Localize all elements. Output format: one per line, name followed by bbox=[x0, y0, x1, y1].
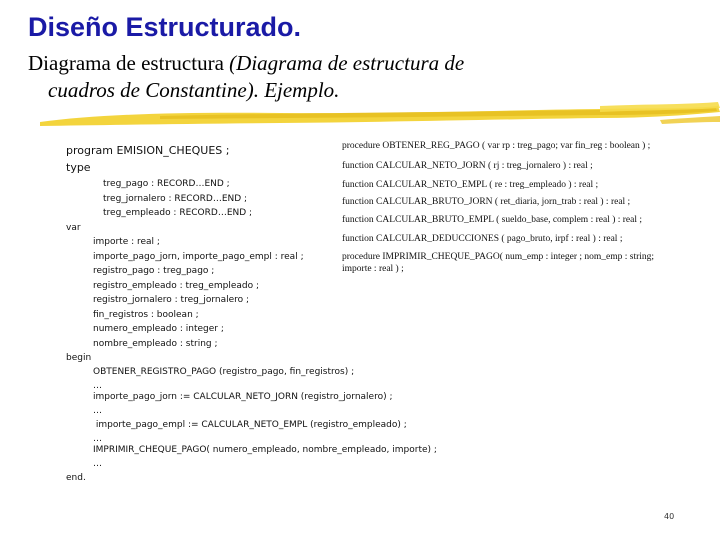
code-body-line: … bbox=[93, 434, 102, 444]
code-body-line: IMPRIMIR_CHEQUE_PAGO( numero_empleado, nombre_empleado, importe) ; bbox=[93, 445, 437, 455]
function-declaration: function CALCULAR_NETO_JORN ( rj : treg_jornalero ) : real ; bbox=[342, 161, 593, 171]
page-number: 40 bbox=[664, 512, 675, 521]
code-line-program: program EMISION_CHEQUES ; bbox=[66, 144, 230, 157]
code-body-line: … bbox=[93, 406, 102, 416]
code-var-line: registro_empleado : treg_empleado ; bbox=[93, 281, 259, 291]
code-line-begin: begin bbox=[66, 353, 92, 363]
code-body-line: … bbox=[93, 381, 102, 391]
code-var-line: fin_registros : boolean ; bbox=[93, 310, 199, 320]
slide-title: Diseño Estructurado. bbox=[28, 12, 302, 42]
subtitle-italic-part-1: (Diagrama de estructura de bbox=[229, 51, 465, 75]
code-line-var: var bbox=[66, 223, 81, 233]
function-declaration: function CALCULAR_BRUTO_EMPL ( sueldo_base, complem : real ) : real ; bbox=[342, 215, 642, 225]
yellow-brush-stroke-decoration bbox=[40, 100, 720, 134]
code-var-line: nombre_empleado : string ; bbox=[93, 339, 218, 349]
code-line-type: type bbox=[66, 161, 91, 174]
function-declaration: function CALCULAR_BRUTO_JORN ( ret_diaria, jorn_trab : real ) : real ; bbox=[342, 197, 631, 207]
code-var-line: numero_empleado : integer ; bbox=[93, 324, 224, 334]
procedure-declaration: procedure IMPRIMIR_CHEQUE_PAGO( num_emp : integer ; nom_emp : string; importe : real ) ; bbox=[342, 252, 655, 274]
function-declaration: function CALCULAR_NETO_EMPL ( re : treg_empleado ) : real ; bbox=[342, 180, 599, 190]
code-var-line: importe : real ; bbox=[93, 237, 160, 247]
code-body-line: … bbox=[93, 459, 102, 469]
function-declaration: function CALCULAR_DEDUCCIONES ( pago_bruto, irpf : real ) : real ; bbox=[342, 234, 623, 244]
code-type-line: treg_pago : RECORD…END ; bbox=[103, 179, 230, 189]
code-type-line: treg_empleado : RECORD…END ; bbox=[103, 208, 253, 218]
subtitle-prefix: Diagrama de estructura bbox=[28, 51, 230, 75]
code-var-line: registro_pago : treg_pago ; bbox=[93, 266, 215, 276]
procedure-declaration: procedure OBTENER_REG_PAGO ( var rp : treg_pago; var fin_reg : boolean ) ; bbox=[342, 141, 651, 151]
code-line-end: end. bbox=[66, 473, 86, 483]
code-body-line: OBTENER_REGISTRO_PAGO (registro_pago, fin_registros) ; bbox=[93, 367, 355, 377]
subtitle-italic-part-2: cuadros de Constantine). Ejemplo. bbox=[48, 78, 340, 102]
code-type-line: treg_jornalero : RECORD…END ; bbox=[103, 194, 248, 204]
code-var-line: importe_pago_jorn, importe_pago_empl : real ; bbox=[93, 252, 304, 262]
code-var-line: registro_jornalero : treg_jornalero ; bbox=[93, 295, 250, 305]
code-body-line: importe_pago_empl := CALCULAR_NETO_EMPL (registro_empleado) ; bbox=[93, 420, 407, 430]
slide-subtitle bbox=[28, 50, 588, 104]
code-body-line: importe_pago_jorn := CALCULAR_NETO_JORN (registro_jornalero) ; bbox=[93, 392, 393, 402]
